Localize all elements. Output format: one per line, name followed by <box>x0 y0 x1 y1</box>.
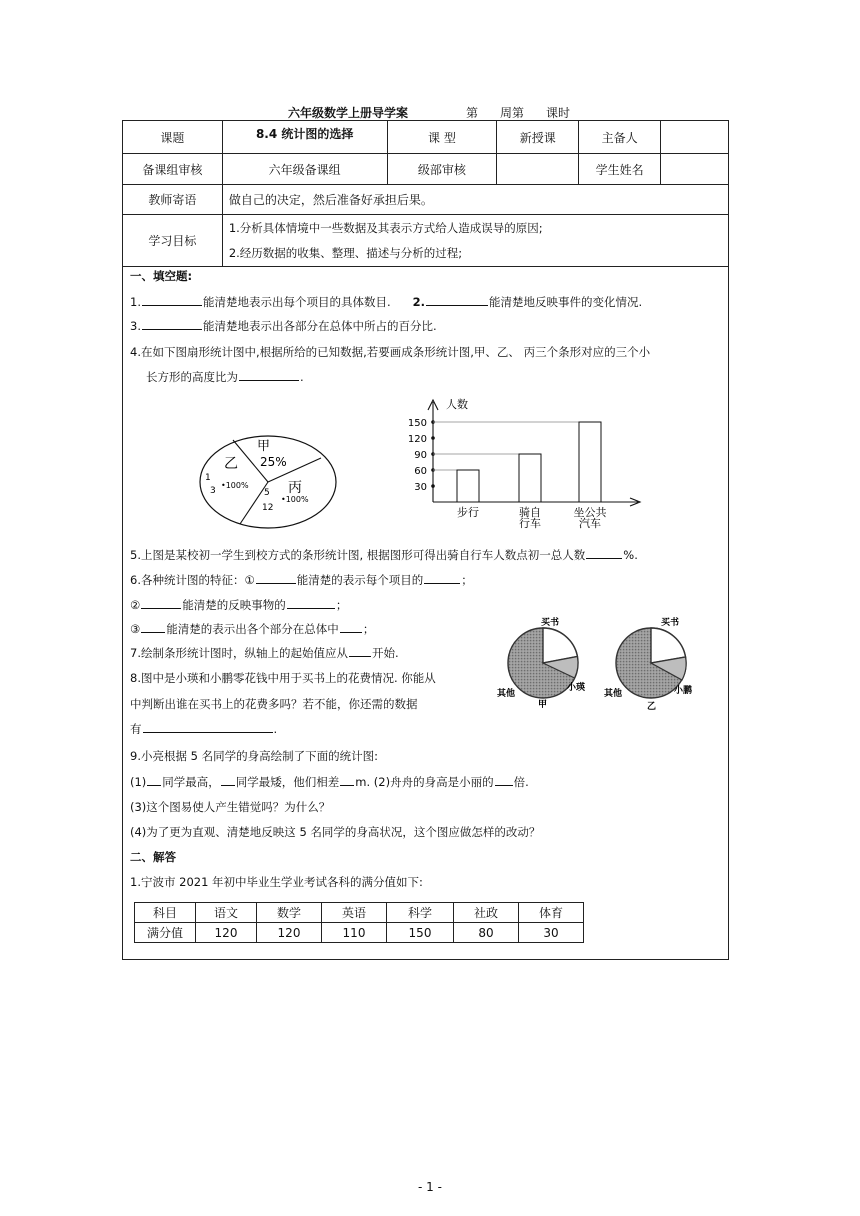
cell-review-label: 备课组审核 <box>123 154 223 185</box>
cell-preparer <box>661 121 729 154</box>
question-6-line1: 6.各种统计图的特征：① 能清楚的表示每个项目的 ； <box>130 573 473 587</box>
cell-type: 新授课 <box>497 121 579 154</box>
score-header-cell: 体育 <box>519 903 584 923</box>
pie-yi-numerator: 1 <box>205 473 211 483</box>
page-title: 六年级数学上册导学案 <box>288 106 409 120</box>
cell-student <box>661 154 729 185</box>
score-value-cell: 80 <box>454 923 519 943</box>
score-header-cell: 语文 <box>196 903 257 923</box>
page-number: - 1 - <box>418 1180 442 1194</box>
bar <box>579 422 601 502</box>
score-value-cell: 120 <box>196 923 257 943</box>
pie-yi-label-name: 小鹏 <box>674 686 693 696</box>
question-1-2: 1. 能清楚地表示出每个项目的具体数目. 2. 能清楚地反映事件的变化情况. <box>130 295 643 309</box>
lesson-period: 第 周第 课时 <box>466 106 571 120</box>
score-header-cell: 数学 <box>257 903 322 923</box>
pie-label-jia-pct: 25% <box>260 455 287 469</box>
pie-yi-label-books: 买书 <box>661 618 680 628</box>
question-9-part4: (4)为了更为直观、清楚地反映这 5 名同学的身高状况，这个图应做怎样的改动？ <box>130 825 541 839</box>
pie-label-yi: 乙 <box>224 456 238 472</box>
bar-category-label: 步行 <box>457 506 479 519</box>
cell-review: 六年级备课组 <box>222 154 387 185</box>
cell-dept-review-label: 级部审核 <box>387 154 497 185</box>
question-8-line1: 8.图中是小瑛和小鹏零花钱中用于买书上的花费情况. 你能从 <box>130 671 436 685</box>
cell-message-label: 教师寄语 <box>123 185 223 215</box>
section2-heading: 二、解答 <box>130 850 176 864</box>
cell-dept-review <box>497 154 579 185</box>
score-table <box>134 902 584 943</box>
question-3: 3. 能清楚地表示出各部分在总体中所占的百分比. <box>130 319 437 333</box>
question-4-line2: 长方形的高度比为 . <box>146 370 304 384</box>
question-9-part3: (3)这个图易使人产生错觉吗？为什么？ <box>130 800 331 814</box>
score-value-cell: 30 <box>519 923 584 943</box>
pie-yi-denominator: 3 <box>210 486 216 496</box>
pie-bing-denominator: 12 <box>262 503 274 513</box>
goal-1: 1.分析具体情境中一些数据及其表示方式给人造成误导的原因; <box>228 220 543 235</box>
score-value-cell: 满分值 <box>135 923 196 943</box>
cell-topic: 8.4 统计图的选择 <box>222 121 387 154</box>
bar-ytick-label: 120 <box>407 434 427 446</box>
score-header-cell: 英语 <box>322 903 387 923</box>
question-6-line2: ② 能清楚的反映事物的 ； <box>130 598 348 612</box>
pie-jia-label-books: 买书 <box>541 618 560 628</box>
bar-ytick-label: 150 <box>407 418 427 430</box>
score-value-cell: 110 <box>322 923 387 943</box>
cell-topic-label: 课题 <box>123 121 223 154</box>
score-value-cell: 120 <box>257 923 322 943</box>
bar <box>519 454 541 502</box>
cell-goals <box>222 215 728 267</box>
pie-label-jia: 甲 <box>257 439 271 454</box>
pie-chart-transport <box>196 434 352 536</box>
pie-bing-percent: •100% <box>281 495 309 504</box>
bar-category-label: 骑自行车 <box>519 506 541 530</box>
pie-jia-label-name: 小瑛 <box>567 683 586 693</box>
pie-yi-percent: •100% <box>221 481 249 490</box>
pie-bing-numerator: 5 <box>264 488 270 498</box>
pie-yi-label-other: 其他 <box>604 689 623 699</box>
question-8-line3: 有 . <box>130 722 278 736</box>
bar-ytick-label: 90 <box>414 450 427 462</box>
score-value-cell: 150 <box>387 923 454 943</box>
pie-label-bing: 丙 <box>288 480 302 496</box>
bar-ytick-label: 30 <box>414 482 427 494</box>
goal-2: 2.经历数据的收集、整理、描述与分析的过程; <box>228 245 463 260</box>
cell-goal-label: 学习目标 <box>123 215 223 267</box>
cell-preparer-label: 主备人 <box>579 121 661 154</box>
bar-ytick-label: 60 <box>414 466 427 478</box>
question-5: 5.上图是某校初一学生到校方式的条形统计图, 根据图形可得出骑自行车人数点初一总人数 %. <box>130 548 638 562</box>
cell-student-label: 学生姓名 <box>579 154 661 185</box>
question-7: 7.绘制条形统计图时，纵轴上的起始值应从 开始. <box>130 646 399 660</box>
pie-jia-label-other: 其他 <box>497 689 516 699</box>
question-4-line1: 4.在如下图扇形统计图中,根据所给的已知数据,若要画成条形统计图,甲、乙、 丙三个条形对应的三个小 <box>130 345 651 359</box>
question-9-part1: (1) 同学最高， 同学最矮，他们相差 m. (2)舟舟的身高是小丽的 倍. <box>130 775 529 789</box>
bar <box>457 470 479 502</box>
cell-message: 做自己的决定，然后准备好承担后果。 <box>222 185 728 215</box>
bar-category-label: 坐公共汽车 <box>573 506 607 530</box>
pie-jia-caption: 甲 <box>538 700 548 710</box>
question-6-line3: ③ 能清楚的表示出各个部分在总体中 ； <box>130 622 375 636</box>
score-header-cell: 科学 <box>387 903 454 923</box>
score-header-cell: 社政 <box>454 903 519 923</box>
pie-yi-caption: 乙 <box>647 702 657 712</box>
question-8-line2: 中判断出谁在买书上的花费多吗？若不能，你还需的数据 <box>130 697 418 711</box>
bar-ylabel: 人数 <box>446 398 468 411</box>
bar-chart-transport <box>392 394 654 534</box>
question-9-intro: 9.小亮根据 5 名同学的身高绘制了下面的统计图: <box>130 749 378 763</box>
bar-ytick-mark <box>431 484 435 488</box>
bar-ytick-mark <box>431 436 435 440</box>
section1-heading: 一、填空题: <box>130 269 193 283</box>
cell-type-label: 课 型 <box>387 121 497 154</box>
answer-question-1: 1.宁波市 2021 年初中毕业生学业考试各科的满分值如下: <box>130 875 423 889</box>
score-header-cell: 科目 <box>135 903 196 923</box>
info-table <box>122 120 729 267</box>
pie-charts-spending <box>494 616 706 712</box>
